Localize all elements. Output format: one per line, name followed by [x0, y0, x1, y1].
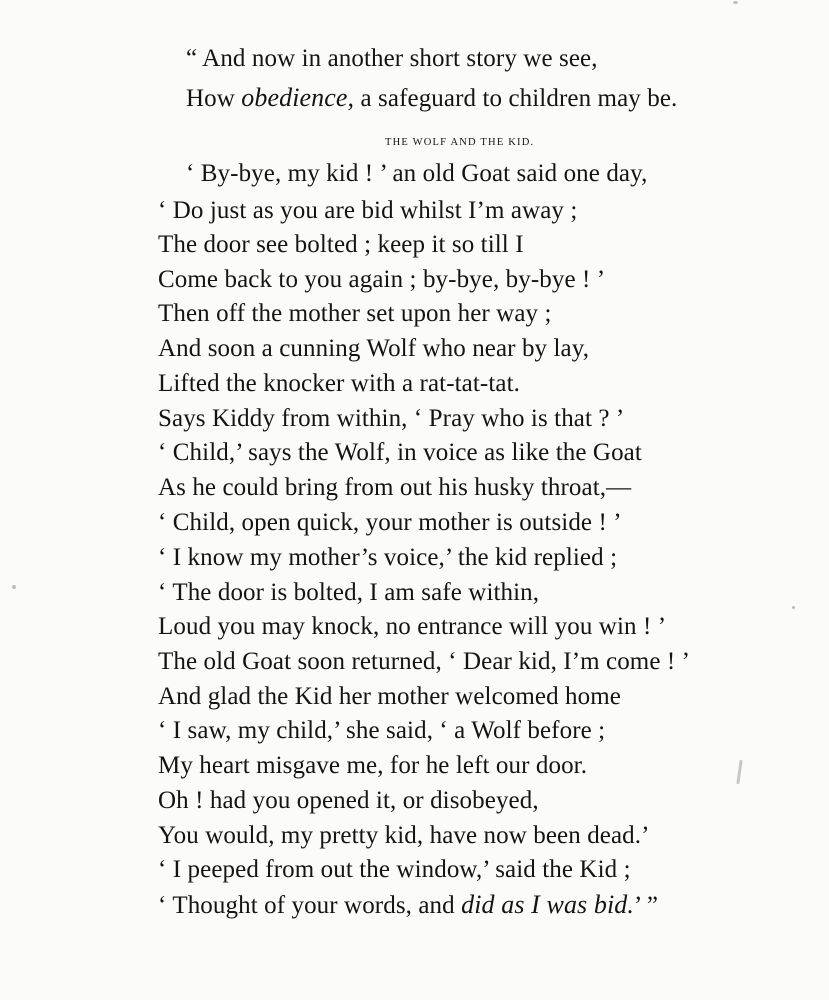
- verse-line: Oh ! had you opened it, or disobeyed,: [158, 787, 539, 814]
- verse-line: Loud you may knock, no entrance will you win ! ’: [158, 613, 667, 640]
- paper-speck: [792, 606, 795, 609]
- last-line-start: ‘ Thought of your words, and: [158, 892, 462, 919]
- intro-line-2-end: a safeguard to children may be.: [354, 85, 678, 112]
- intro-emphasis: obedience,: [241, 83, 355, 112]
- verse-line: ‘ Child,’ says the Wolf, in voice as like the Goat: [158, 439, 642, 466]
- paper-speck: [733, 1, 738, 4]
- verse-line-last: [158, 890, 658, 921]
- verse-line: ‘ I peeped from out the window,’ said the Kid ;: [158, 856, 631, 883]
- intro-line-1: “ And now in another short story we see,: [186, 45, 598, 72]
- verse-line: The old Goat soon returned, ‘ Dear kid, I’m come ! ’: [158, 648, 691, 675]
- verse-line: Lifted the knocker with a rat-tat-tat.: [158, 370, 520, 397]
- verse-line: Then off the mother set upon her way ;: [158, 300, 552, 327]
- verse-line: Says Kiddy from within, ‘ Pray who is that ? ’: [158, 405, 625, 432]
- verse-line: As he could bring from out his husky throat,—: [158, 474, 632, 501]
- last-line-end: ’ ”: [634, 892, 659, 919]
- intro-line-2: [186, 83, 677, 114]
- verse-line: My heart misgave me, for he left our door.: [158, 752, 588, 779]
- last-line-emphasis: did as I was bid.: [461, 890, 634, 919]
- paper-scratch: [736, 760, 742, 784]
- verse-line: Come back to you again ; by-bye, by-bye ! ’: [158, 266, 606, 293]
- verse-line: You would, my pretty kid, have now been dead.’: [158, 822, 650, 849]
- poem-title: THE WOLF AND THE KID.: [385, 137, 535, 148]
- verse-line: And glad the Kid her mother welcomed home: [158, 683, 621, 710]
- verse-line: ‘ Child, open quick, your mother is outside ! ’: [158, 509, 622, 536]
- paper-speck: [12, 585, 16, 589]
- verse-line: And soon a cunning Wolf who near by lay,: [158, 335, 590, 362]
- intro-line-2-start: How: [186, 85, 242, 112]
- verse-line: ‘ I saw, my child,’ she said, ‘ a Wolf before ;: [158, 717, 606, 744]
- verse-line: ‘ I know my mother’s voice,’ the kid replied ;: [158, 544, 618, 571]
- verse-line: The door see bolted ; keep it so till I: [158, 231, 524, 258]
- verse-line: ‘ The door is bolted, I am safe within,: [158, 579, 540, 606]
- verse-line: ‘ By-bye, my kid ! ’ an old Goat said one day,: [186, 160, 648, 187]
- verse-line: ‘ Do just as you are bid whilst I’m away ;: [158, 197, 578, 224]
